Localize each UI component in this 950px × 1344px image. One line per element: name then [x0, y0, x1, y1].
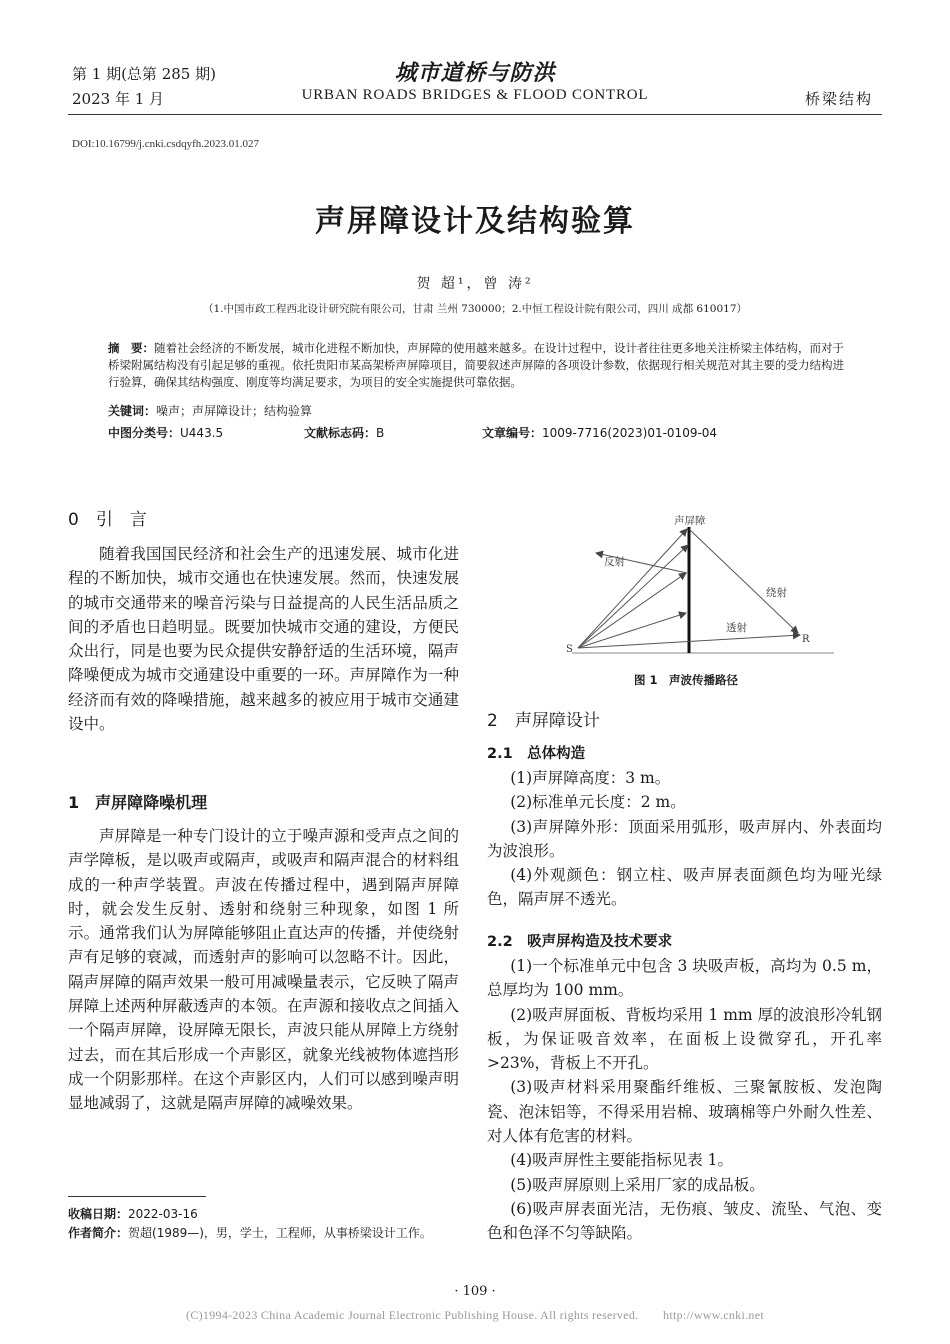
figure-caption: 图 1 声波传播路径	[633, 673, 738, 687]
paragraph: 声屏障是一种专门设计的立于噪声源和受声点之间的声学障板，是以吸声或隔声，或吸声和隔声混合的材料组成的一种声学装置。声波在传播过程中，遇到隔声屏障时，就会发生反射、透射和绕射三种现象，如图 1 所示。通常我们认为屏障能够阻止直达声的传播，并使绕射声有足够的衰减，而透射声的影响可以忽略不计。因此，隔声屏障的隔声效果一般可用减噪量表示，它反映了隔声屏障上述两种屏蔽透声的本领。在声源和接收点之间插入一个隔声屏障，设屏障无限长，声波只能从屏障上方绕射过去，而在其后形成一个声影区，就象光线被物体遮挡形成一个阴影那样。在这个声影区内，人们可以感到噪声明显地减弱了，这就是隔声屏障的减噪效果。	[68, 827, 459, 1113]
list-item: (4)吸声屏性主要能指标见表 1。	[510, 1151, 733, 1170]
abstract-text: 随着社会经济的不断发展，城市化进程不断加快，声屏障的使用越来越多。在设计过程中，设计者往往更多地关注桥梁主体结构，而对于桥梁附属结构没有引起足够的重视。依托贵阳市某高架桥声屏障项目，简要叙述声屏障的各项设计参数，依据现行相关规范对其主要的受力结构进行验算，确保其结构强度、刚度等均满足要求，为项目的安全实施提供可靠依据。	[108, 341, 844, 389]
list-item: (2)标准单元长度：2 m。	[510, 793, 686, 812]
section-2-heading: 2 声屏障设计	[487, 711, 600, 731]
list-item: (2)吸声屏面板、背板均采用 1 mm 厚的波浪形冷轧钢板，为保证吸音效率，在面板上设微穿孔，开孔率>23%，背板上不开孔。	[487, 1005, 882, 1073]
doc-value: B	[376, 426, 385, 440]
clc-value: U443.5	[180, 426, 224, 440]
article-number	[482, 424, 717, 441]
list-item: (1)声屏障高度：3 m。	[510, 769, 671, 787]
doc-code	[304, 424, 384, 441]
diffract-ray	[689, 529, 798, 633]
issue-number: 第 1 期(总第 285 期)	[72, 65, 216, 83]
page-title: 声屏障设计及结构验算	[315, 204, 635, 239]
list-item: (3)吸声材料采用聚酯纤维板、三聚氰胺板、发泡陶瓷、泡沫铝等，不得采用岩棉、玻璃棉等户外耐久性差、对人体有危害的材料。	[487, 1078, 882, 1146]
doi: DOI:10.16799/j.cnki.csdqyfh.2023.01.027	[72, 138, 259, 150]
section-2-2-list	[487, 954, 882, 1246]
footnote	[68, 1205, 459, 1243]
doc-label: 文献标志码：	[304, 426, 377, 440]
keywords	[108, 402, 312, 419]
clc-label: 中图分类号：	[108, 426, 181, 440]
label-reflect: 反射	[604, 556, 625, 568]
list-item: (4)外观颜色：钢立柱、吸声屏表面颜色均为哑光绿色，隔声屏不透光。	[487, 866, 882, 909]
incident-ray-3	[578, 545, 688, 648]
journal-logo-cn: 城市道桥与防洪	[394, 60, 556, 86]
affiliation: （1.中国市政工程西北设计研究院有限公司，甘肃 兰州 730000；2.中恒工程设计院有限公司，四川 成都 610017）	[202, 303, 748, 315]
label-barrier: 声屏障	[674, 515, 706, 527]
issue-date: 2023 年 1 月	[72, 90, 165, 108]
section-2-1-heading: 2.1 总体构造	[487, 746, 586, 762]
abstract-label: 摘 要：	[108, 341, 154, 355]
section-2-1-list	[487, 766, 882, 912]
keywords-text: 噪声；声屏障设计；结构验算	[156, 404, 313, 418]
section-1-body	[68, 824, 459, 1116]
bio-text: 贺超(1989—)，男，学士，工程师，从事桥梁设计工作。	[128, 1226, 432, 1240]
journal-name-en: URBAN ROADS BRIDGES & FLOOD CONTROL	[301, 87, 649, 103]
bio-label: 作者简介：	[68, 1226, 129, 1240]
section-1-heading: 1 声屏障降噪机理	[68, 793, 208, 812]
list-item: (3)声屏障外形：顶面采用弧形，吸声屏内、外表面均为波浪形。	[487, 817, 882, 860]
clc-number	[108, 424, 223, 441]
label-transmit: 透射	[726, 622, 747, 634]
incident-ray	[578, 573, 686, 648]
list-item: (5)吸声屏原则上采用厂家的成品板。	[510, 1175, 765, 1194]
paragraph: 随着我国国民经济和社会生产的迅速发展、城市化进程的不断加快，城市交通也在快速发展。然而，快速发展的城市交通带来的噪音污染与日益提高的人民生活品质之间的矛盾也日趋明显。既要加快城市交通的建设，方便民众出行，同是也要为民众提供安静舒适的生活环境，隔声降噪便成为城市交通建设中重要的一环。声屏障作为一种经济而有效的降噪措施，越来越多的被应用于城市交通建设中。	[68, 545, 459, 734]
page-number: · 109 ·	[454, 1284, 496, 1299]
list-item: (1)一个标准单元中包含 3 块吸声板，高均为 0.5 m，总厚均为 100 mm。	[487, 957, 882, 1000]
label-receiver: R	[802, 634, 810, 645]
abstract	[108, 340, 844, 391]
label-source: S	[566, 644, 573, 655]
authors: 贺 超¹，曾 涛²	[416, 276, 534, 292]
art-value: 1009-7716(2023)01-0109-04	[542, 426, 718, 440]
copyright-watermark: (C)1994-2023 China Academic Journal Electronic Publishing House. All rights reserved. http://www.cnki.net	[186, 1308, 764, 1322]
received-value: 2022-03-16	[128, 1207, 198, 1221]
section-name: 桥梁结构	[805, 90, 874, 108]
art-label: 文章编号：	[482, 426, 543, 440]
label-diffract: 绕射	[766, 587, 787, 599]
section-0-body	[68, 542, 459, 736]
footnote-rule	[68, 1196, 206, 1197]
received-label: 收稿日期：	[68, 1207, 129, 1221]
section-0-heading: 0 引 言	[68, 510, 147, 530]
sound-path-figure	[562, 505, 844, 665]
author-bio	[68, 1224, 459, 1243]
keywords-label: 关键词：	[108, 404, 157, 418]
section-2-2-heading: 2.2 吸声屏构造及技术要求	[487, 934, 673, 950]
header-rule	[68, 114, 882, 115]
received-date	[68, 1205, 459, 1224]
list-item: (6)吸声屏表面光洁，无伤痕、皱皮、流坠、气泡、变色和色泽不匀等缺陷。	[487, 1199, 882, 1243]
